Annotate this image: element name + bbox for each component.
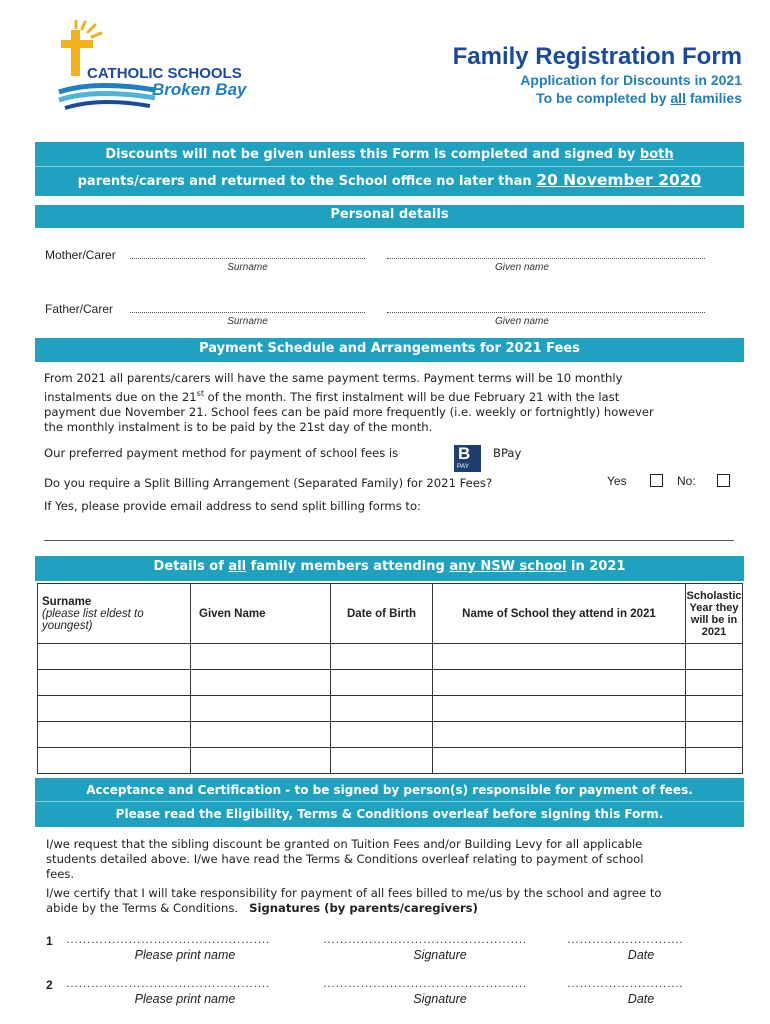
signatures-heading: Signatures (by parents/caregivers) [249, 901, 478, 915]
acceptance-para2 [46, 886, 746, 916]
date-caption-1: Date [627, 948, 655, 962]
table-cell[interactable] [331, 722, 433, 748]
table-cell[interactable] [686, 644, 743, 670]
payment-line4: the monthly instalment is to be paid by the 21st day of the month. [44, 419, 433, 434]
logo-line1: CATHOLIC SCHOOLS [87, 65, 242, 82]
subtitle-2-pre: To be completed by [536, 90, 671, 106]
payment-line1: From 2021 all parents/carers will have the same payment terms. Payment terms will be 10 monthly [44, 371, 623, 385]
payment-paragraph [44, 371, 744, 435]
mother-surname-caption: Surname [227, 262, 268, 273]
signature-field-1[interactable]: …………………………………………. [323, 932, 527, 946]
payment-line2-pre: instalments due on the 21 [44, 389, 197, 404]
table-cell[interactable] [433, 696, 686, 722]
table-row [38, 670, 743, 696]
table-header-row [38, 584, 743, 644]
no-checkbox[interactable] [717, 474, 730, 487]
print-name-field-2[interactable]: …………………………………………. [66, 976, 270, 990]
acceptance-para2-line2 [46, 901, 746, 916]
table-cell[interactable] [686, 670, 743, 696]
notice-line2 [35, 168, 744, 192]
table-cell[interactable] [686, 748, 743, 774]
table-cell[interactable] [191, 748, 331, 774]
notice-banner [35, 142, 744, 196]
yes-label: Yes [607, 474, 627, 488]
acceptance-line1: Acceptance and Certification - to be signed by person(s) responsible for payment of fees. [86, 783, 693, 797]
print-name-caption-1: Please print name [134, 948, 236, 962]
acceptance-para1-line1: I/we request that the sibling discount be granted on Tuition Fees and/or Building Levy for all applicable [46, 837, 643, 851]
date-field-1[interactable]: ………………………. [567, 932, 683, 946]
subtitle-2 [536, 90, 742, 106]
father-given-caption: Given name [495, 316, 549, 327]
preferred-method: Our preferred payment method for payment of school fees is [44, 446, 399, 460]
table-cell[interactable] [191, 722, 331, 748]
signature-field-2[interactable]: …………………………………………. [323, 976, 527, 990]
col-given: Given Name [191, 584, 331, 644]
col-surname [38, 584, 191, 644]
payment-line2-post: of the month. The first instalment will be due February 21 with the last [203, 389, 620, 404]
col-dob: Date of Birth [331, 584, 433, 644]
signature-caption-2: Signature [413, 992, 467, 1006]
date-field-2[interactable]: ………………………. [567, 976, 683, 990]
notice-line1 [35, 144, 744, 166]
family-heading-post: in 2021 [566, 559, 626, 574]
table-cell[interactable] [38, 644, 191, 670]
acceptance-line2: Please read the Eligibility, Terms & Conditions overleaf before signing this Form. [115, 807, 664, 821]
subtitle-2-all: all [670, 90, 686, 106]
table-cell[interactable] [38, 696, 191, 722]
email-prompt: If Yes, please provide email address to send split billing forms to: [44, 499, 421, 513]
family-heading-pre: Details of [153, 559, 229, 574]
table-cell[interactable] [38, 748, 191, 774]
col-school: Name of School they attend in 2021 [433, 584, 686, 644]
family-heading-school: any NSW school [449, 559, 567, 574]
split-billing-question: Do you require a Split Billing Arrangement (Separated Family) for 2021 Fees? [44, 476, 493, 490]
col-year: Scholastic Year they will be in 2021 [686, 584, 743, 644]
table-cell[interactable] [331, 748, 433, 774]
subtitle: Application for Discounts in 2021 [520, 72, 742, 88]
table-cell[interactable] [686, 696, 743, 722]
table-cell[interactable] [191, 644, 331, 670]
bpay-label: BPay [493, 446, 522, 460]
acceptance-para1-line3: fees. [46, 867, 75, 881]
acceptance-para1 [46, 837, 746, 882]
signature-caption-1: Signature [413, 948, 467, 962]
payment-line2 [44, 386, 744, 405]
table-cell[interactable] [331, 696, 433, 722]
logo [55, 20, 270, 115]
personal-heading: Personal details [35, 205, 744, 228]
family-heading-all: all [228, 559, 247, 574]
yes-checkbox[interactable] [650, 474, 663, 487]
payment-line2-sup: st [196, 389, 204, 398]
table-row [38, 696, 743, 722]
no-label: No: [677, 474, 696, 488]
print-name-caption-2: Please print name [134, 992, 236, 1006]
notice-both: both [639, 147, 674, 162]
notice-line1-text: Discounts will not be given unless this Form is completed and signed by [105, 147, 640, 162]
col-surname-title: Surname [42, 595, 92, 608]
family-heading [35, 556, 744, 581]
table-cell[interactable] [433, 722, 686, 748]
email-field[interactable] [44, 540, 734, 541]
table-cell[interactable] [433, 670, 686, 696]
table-row [38, 748, 743, 774]
bpay-icon: B PAY [454, 445, 481, 472]
notice-line2-text: parents/carers and returned to the School office no later than [77, 174, 537, 189]
payment-heading: Payment Schedule and Arrangements for 2021 Fees [35, 338, 744, 362]
father-label: Father/Carer [45, 302, 114, 316]
mother-given-caption: Given name [495, 262, 549, 273]
page-title: Family Registration Form [452, 43, 742, 70]
date-caption-2: Date [627, 992, 655, 1006]
table-cell[interactable] [686, 722, 743, 748]
family-table [37, 583, 743, 774]
table-cell[interactable] [38, 722, 191, 748]
signature-number-1: 1 [46, 934, 53, 948]
signature-number-2: 2 [46, 978, 53, 992]
table-cell[interactable] [433, 748, 686, 774]
subtitle-2-post: families [685, 90, 742, 106]
notice-deadline: 20 November 2020 [536, 171, 702, 189]
acceptance-para1-line2: students detailed above. I/we have read the Terms & Conditions overleaf relating to payment of school [46, 852, 644, 866]
acceptance-para2-line1: I/we certify that I will take responsibility for payment of all fees billed to me/us by the school and agree to [46, 886, 662, 900]
table-cell[interactable] [38, 670, 191, 696]
table-row [38, 722, 743, 748]
table-row [38, 644, 743, 670]
acceptance-banner [35, 778, 744, 827]
table-cell[interactable] [191, 670, 331, 696]
father-surname-field[interactable] [130, 312, 365, 313]
mother-label: Mother/Carer [45, 248, 116, 262]
father-given-field[interactable] [387, 312, 705, 313]
logo-line2: Broken Bay [152, 80, 247, 99]
family-heading-mid: family members attending [246, 559, 450, 574]
table-cell[interactable] [433, 644, 686, 670]
mother-surname-field[interactable] [130, 258, 365, 259]
payment-line3: payment due November 21. School fees can be paid more frequently (i.e. weekly or fortnightly) however [44, 404, 654, 419]
table-cell[interactable] [331, 644, 433, 670]
table-cell[interactable] [331, 670, 433, 696]
table-cell[interactable] [191, 696, 331, 722]
mother-given-field[interactable] [387, 258, 705, 259]
father-surname-caption: Surname [227, 316, 268, 327]
print-name-field-1[interactable]: …………………………………………. [66, 932, 270, 946]
bpay-logo-text: PAY [457, 463, 470, 470]
col-surname-note: (please list eldest to youngest) [42, 607, 144, 632]
acceptance-para2-text: abide by the Terms & Conditions. [46, 901, 239, 915]
